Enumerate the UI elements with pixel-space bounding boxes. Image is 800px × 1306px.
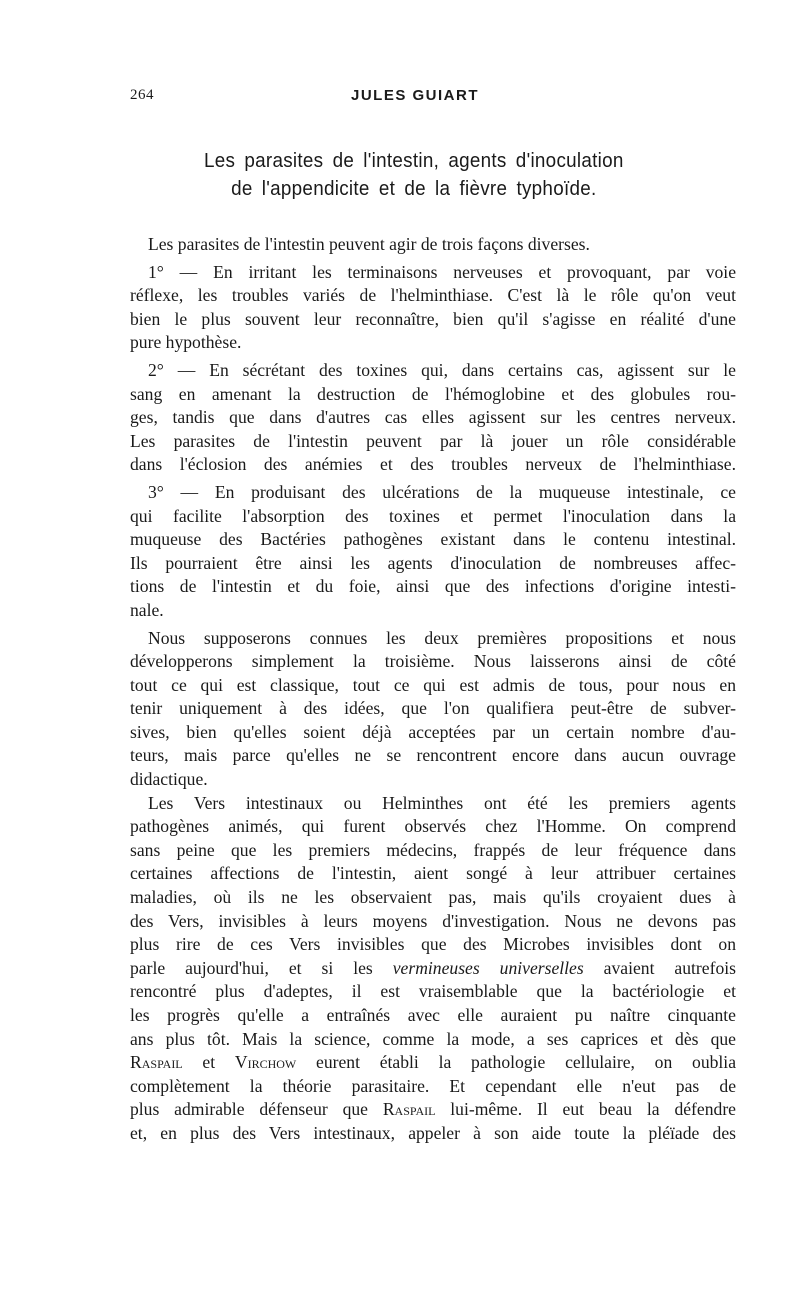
text-line: didactique. xyxy=(130,769,208,790)
text-line: 2° — En sécrétant des toxines qui, dans certains cas, agissent sur le xyxy=(148,359,736,380)
text-line: nale. xyxy=(130,599,164,620)
text-line: Raspail et Virchow eurent établi la pathologie cellulaire, on oublia xyxy=(130,1052,737,1073)
paragraph-point-3 xyxy=(130,481,736,623)
text-line: ans plus tôt. Mais la science, comme la mode, a ses caprices et dès que xyxy=(130,1028,736,1049)
text-line: développerons simplement la troisième. Nous laisserons ainsi de côté xyxy=(130,651,736,672)
text-line: qui facilite l'absorption des toxines et permet l'inoculation dans la xyxy=(130,505,736,526)
text-line: pathogènes animés, qui furent observés chez l'Homme. On comprend xyxy=(130,816,736,837)
text-line: plus rire de ces Vers invisibles que des Microbes invisibles dont on xyxy=(130,934,736,955)
text-line: Les parasites de l'intestin peuvent par là jouer un rôle considérable xyxy=(130,430,736,451)
italic-term: vermineuses xyxy=(392,957,480,978)
body-text xyxy=(130,233,736,1146)
text-line: pure hypothèse. xyxy=(130,332,242,353)
text-line: teurs, mais parce qu'elles ne se rencontrent encore dans aucun ouvrage xyxy=(130,745,736,766)
page-number: 264 xyxy=(130,87,154,103)
text-line: Les Vers intestinaux ou Helminthes ont été les premiers agents xyxy=(148,792,736,813)
text-line: et, en plus des Vers intestinaux, appeler à son aide toute la pléïade des xyxy=(130,1122,736,1143)
author-name: Raspail xyxy=(382,1099,436,1120)
text-line: muqueuse des Bactéries pathogènes existant dans le contenu intestinal. xyxy=(130,529,736,550)
paragraph-helminthes xyxy=(130,792,736,1146)
text-line: Nous supposerons connues les deux premières propositions et nous xyxy=(148,627,736,648)
text-line: bien le plus souvent leur reconnaître, bien qu'il s'agisse en réalité d'une xyxy=(130,308,736,329)
text-line: maladies, où ils ne les observaient pas, mais qu'ils croyaient dues à xyxy=(130,887,736,908)
author-name: Raspail xyxy=(130,1052,183,1073)
chapter-title-line-2: de l'appendicite et de la fièvre typhoïde. xyxy=(231,177,597,200)
chapter-title-line-1: Les parasites de l'intestin, agents d'inoculation xyxy=(203,149,624,172)
text-line: 1° — En irritant les terminaisons nerveuses et provoquant, par voie xyxy=(148,261,736,282)
paragraph-point-1 xyxy=(130,261,736,355)
text-line: certaines affections de l'intestin, aient songé à leur attribuer certaines xyxy=(130,863,736,884)
text-line: des Vers, invisibles à leurs moyens d'investigation. Nous ne devons pas xyxy=(130,910,736,931)
text-line: Ils pourraient être ainsi les agents d'inoculation de nombreuses affec- xyxy=(130,552,736,573)
paragraph-suppositions xyxy=(130,627,736,792)
text-line: les progrès qu'elle a entraînés avec elle auraient pu naître cinquante xyxy=(130,1005,736,1025)
paragraph-intro xyxy=(130,233,736,257)
text-line: dans l'éclosion des anémies et des troubles nerveux de l'helminthiase. xyxy=(130,454,736,475)
text-line: sives, bien qu'elles soient déjà acceptées par un certain nombre d'au- xyxy=(130,721,736,742)
chapter-title xyxy=(32,147,768,203)
text-line: parle aujourd'hui, et si les vermineuses universelles avaient autrefois xyxy=(130,957,736,978)
text-line: sans peine que les premiers médecins, frappés de leur fréquence dans xyxy=(130,839,736,860)
text-line: complètement la théorie parasitaire. Et cependant elle n'eut pas de xyxy=(130,1075,736,1096)
text-line: 3° — En produisant des ulcérations de la muqueuse intestinale, ce xyxy=(148,481,736,502)
author-name: Virchow xyxy=(234,1052,297,1073)
text-line: tout ce qui est classique, tout ce qui est admis de tous, pour nous en xyxy=(130,674,736,695)
running-head: JULES GUIART xyxy=(350,87,479,104)
paragraph-point-2 xyxy=(130,359,736,477)
text-line: ges, tandis que dans d'autres cas elles agissent sur les centres nerveux. xyxy=(130,407,736,428)
text-line: sang en amenant la destruction de l'hémoglobine et des globules rou- xyxy=(130,383,736,404)
text-line: rencontré plus d'adeptes, il est vraisemblable que la bactériologie et xyxy=(130,981,736,1002)
text-line: plus admirable défenseur que Raspail lui-même. Il eut beau la défendre xyxy=(130,1099,736,1120)
italic-term: universelles xyxy=(499,957,584,978)
text-line: tions de l'intestin et du foie, ainsi que des infections d'origine intesti- xyxy=(130,576,736,597)
text-line: tenir uniquement à des idées, que l'on qualifiera peut-être de subver- xyxy=(130,698,736,719)
text-line: réflexe, les troubles variés de l'helminthiase. C'est là le rôle qu'on veut xyxy=(130,285,736,306)
text-line: Les parasites de l'intestin peuvent agir de trois façons diverses. xyxy=(148,234,590,254)
